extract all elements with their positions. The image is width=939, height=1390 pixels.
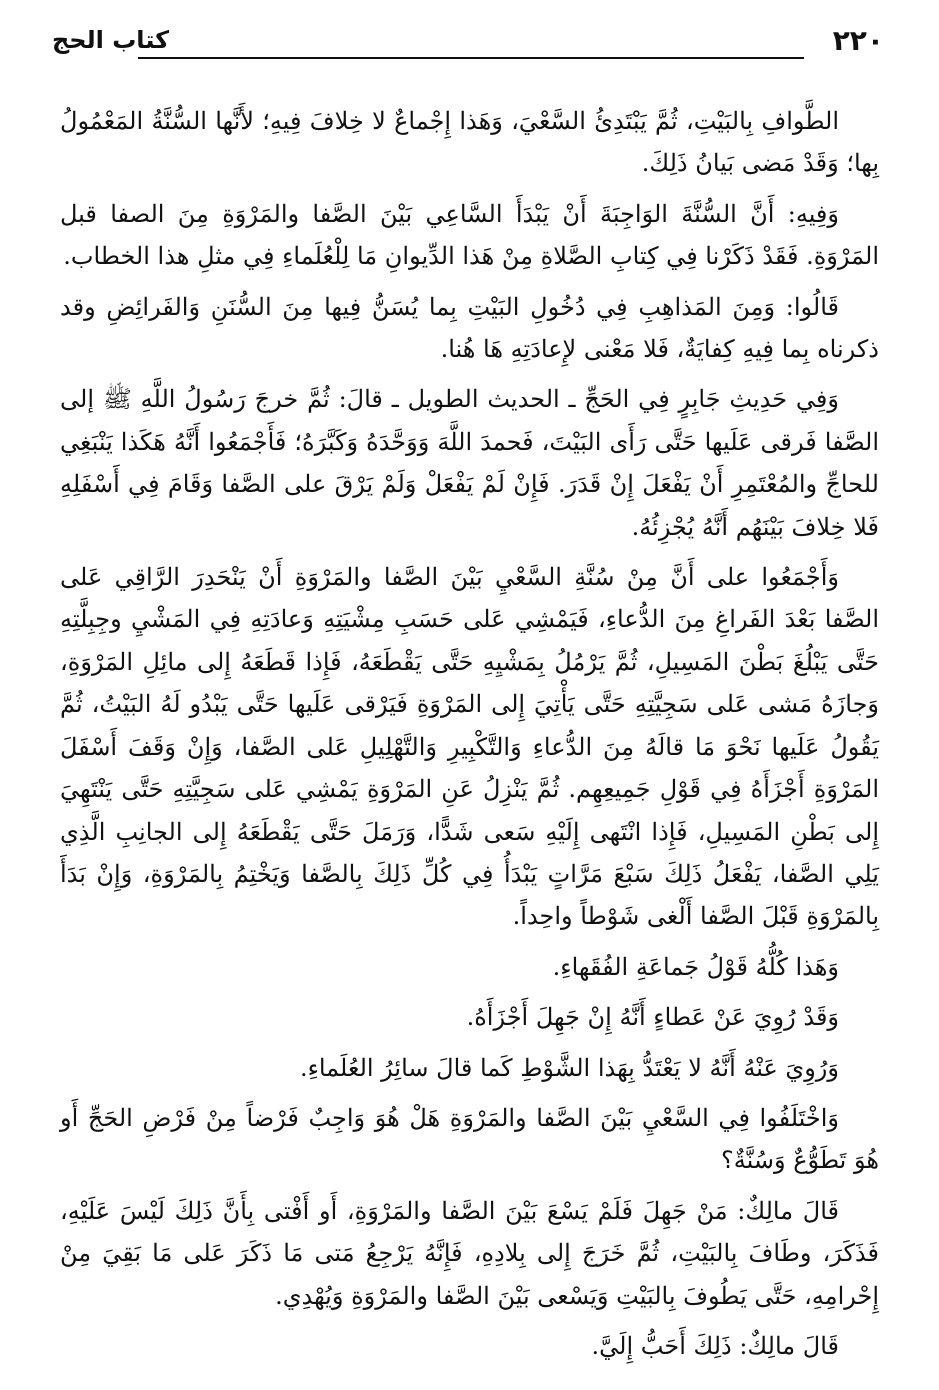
running-title: كتاب الحج <box>52 26 170 54</box>
paragraph: وَقَدْ رُوِيَ عَنْ عَطاءٍ أَنَّهُ إِنْ جَهِلَ أَجْزَأَهُ. <box>466 1003 839 1032</box>
paragraph: وَرُوِيَ عَنْهُ أَنَّهُ لا يَعْتَدُّ بِهَذا الشَّوْطِ كَما قالَ سائِرُ العُلَماءِ. <box>299 1053 839 1082</box>
page-header <box>52 18 884 68</box>
paragraph: وَفِي حَدِيثِ جَابِرٍ فِي الحَجِّ ـ الحديث الطويل ـ قالَ: ثُمَّ خرجَ رَسُولُ اللَّهِ ﷺ إلى الصَّفا فَرقى عَلَيها حَتَّى رَأَى البَيْتَ، فَحمدَ اللَّهَ وَوَحَّدَهُ وَكَبَّرَهُ؛ فَأَجْمَعُوا أَنَّهُ هَكَذا يَنْبَغِي للحاجِّ والمُعْتَمِرِ أَنْ يَفْعَلَ إِنْ قَدَرَ. فَإِنْ لَمْ يَفْعَلْ وَلَمْ يَرْقَ على الصَّفا وَقَامَ فِي أَسْفَلِهِ فَلا خِلافَ بَيْنَهُم أَنَّهُ يُجْزِئُهُ. <box>60 385 880 541</box>
body-text <box>60 100 879 1375</box>
paragraph: الطَّوافِ بِالبَيْتِ، ثُمَّ يَبْتَدِئُ السَّعْيَ، وَهَذا إِجْماعٌ لا خِلافَ فِيهِ؛ لأَنَّها السُّنَّةُ المَعْمُولُ بِها؛ وَقَدْ مَضى بَيانُ ذَلِكَ. <box>60 107 879 178</box>
paragraph: وَهَذا كُلُّهُ قَوْلُ جَماعَةِ الفُقَهاءِ. <box>552 952 839 981</box>
paragraph: قَالُوا: وَمِنَ المَذاهِبِ فِي دُخُولِ البَيْتِ بِما يُسَنُّ فِيها مِنَ السُّنَنِ وَالفَرائِضِ وقد ذكرناه بِما فِيهِ كِفايَةٌ، فَلا مَعْنى لإِعادَتِهِ هَا هُنا. <box>60 292 879 364</box>
page-number: ٢٢٠ <box>832 24 884 57</box>
paragraph: قَالَ مالِكٌ: ذَلِكَ أَحَبُّ إِلَيَّ. <box>591 1331 839 1360</box>
paragraph: قَالَ مالِكٌ: مَنْ جَهِلَ فَلَمْ يَسْعَ بَيْنَ الصَّفا والمَرْوَةِ، أَو أَفْتى بِأَنَّ ذَلِكَ لَيْسَ عَلَيْهِ، فَذَكَرَ، وطَافَ بِالبَيْتِ، ثُمَّ خَرَجَ إِلى بِلادِهِ، فَإِنَّهُ يَرْجِعُ مَتى مَا ذَكَرَ عَلى مَا بَقِيَ مِنْ إِحْرامِهِ، حَتَّى يَطُوفَ بِالبَيْتِ وَيَسْعى بَيْنَ الصَّفا والمَرْوَةِ وَيُهْدِي. <box>60 1196 879 1310</box>
paragraph: وَاخْتَلَفُوا فِي السَّعْيِ بَيْنَ الصَّفا والمَرْوَةِ هَلْ هُوَ وَاجِبٌ فَرْضاً مِنْ فَرْضِ الحَجِّ أَو هُوَ تَطَوُّعٌ وَسُنَّةٌ؟ <box>60 1103 879 1175</box>
header-rule <box>138 57 804 59</box>
paragraph: وَأَجْمَعُوا على أَنَّ مِنْ سُنَّةِ السَّعْيِ بَيْنَ الصَّفا والمَرْوَةِ أَنْ يَنْحَدِرَ الرَّاقِي عَلى الصَّفا بَعْدَ الفَراغِ مِنَ الدُّعاءِ، فَيَمْشِي عَلى حَسَبِ مِشْيَتِهِ وَعادَتِهِ فِي المَشْيِ وجِبِلَّتِهِ حَتَّى يَبْلُغَ بَطْنَ المَسِيلِ، ثُمَّ يَرْمُلُ بِمَشْيِهِ حَتَّى يَقْطَعَهُ، فَإِذا قَطَعَهُ إِلى مائِلِ المَرْوَةِ، وَجازَهُ مَشى عَلى سَجِيَّتِهِ حَتَّى يَأْتِيَ إِلى المَرْوَةِ فَيَرْقى عَلَيها حَتَّى يَبْدُو لَهُ البَيْتُ، ثُمَّ يَقُولُ عَلَيها نَحْوَ مَا قالَهُ مِنَ الدُّعاءِ وَالتَّكْبِيرِ وَالتَّهْلِيلِ عَلى الصَّفا، وَإِنْ وَقَفَ أَسْفَلَ المَرْوَةِ أَجْزَأَهُ فِي قَوْلِ جَمِيعِهِم. ثُمَّ يَنْزِلُ عَنِ المَرْوَةِ يَمْشِي عَلى سَجِيَّتِهِ حَتَّى يَنْتَهِيَ إِلى بَطْنِ المَسِيلِ، فَإِذا انْتَهى إِلَيْهِ سَعى شَدًّا، وَرَمَلَ حَتَّى يَقْطَعَهُ إِلى الجانِبِ الَّذِي يَلِي الصَّفا، يَفْعَلُ ذَلِكَ سَبْعَ مَرَّاتٍ يَبْدَأُ فِي كُلِّ ذَلِكَ بِالصَّفا وَيَخْتِمُ بِالمَرْوَةِ، وَإِنْ بَدَأَ بِالمَرْوَةِ قَبْلَ الصَّفا أَلْغى شَوْطاً واحِداً. <box>60 563 879 931</box>
paragraph: وَفِيهِ: أَنَّ السُّنَّةَ الوَاجِبَةَ أَنْ يَبْدَأَ السَّاعِي بَيْنَ الصَّفا والمَرْوَةِ مِنَ الصفا قبل المَرْوَةِ. فَقَدْ ذَكَرْنا فِي كِتابِ الصَّلاةِ مِنْ هَذا الدِّيوانِ مَا لِلْعُلَماءِ فِي مثلِ هذا الخطاب. <box>60 199 879 271</box>
